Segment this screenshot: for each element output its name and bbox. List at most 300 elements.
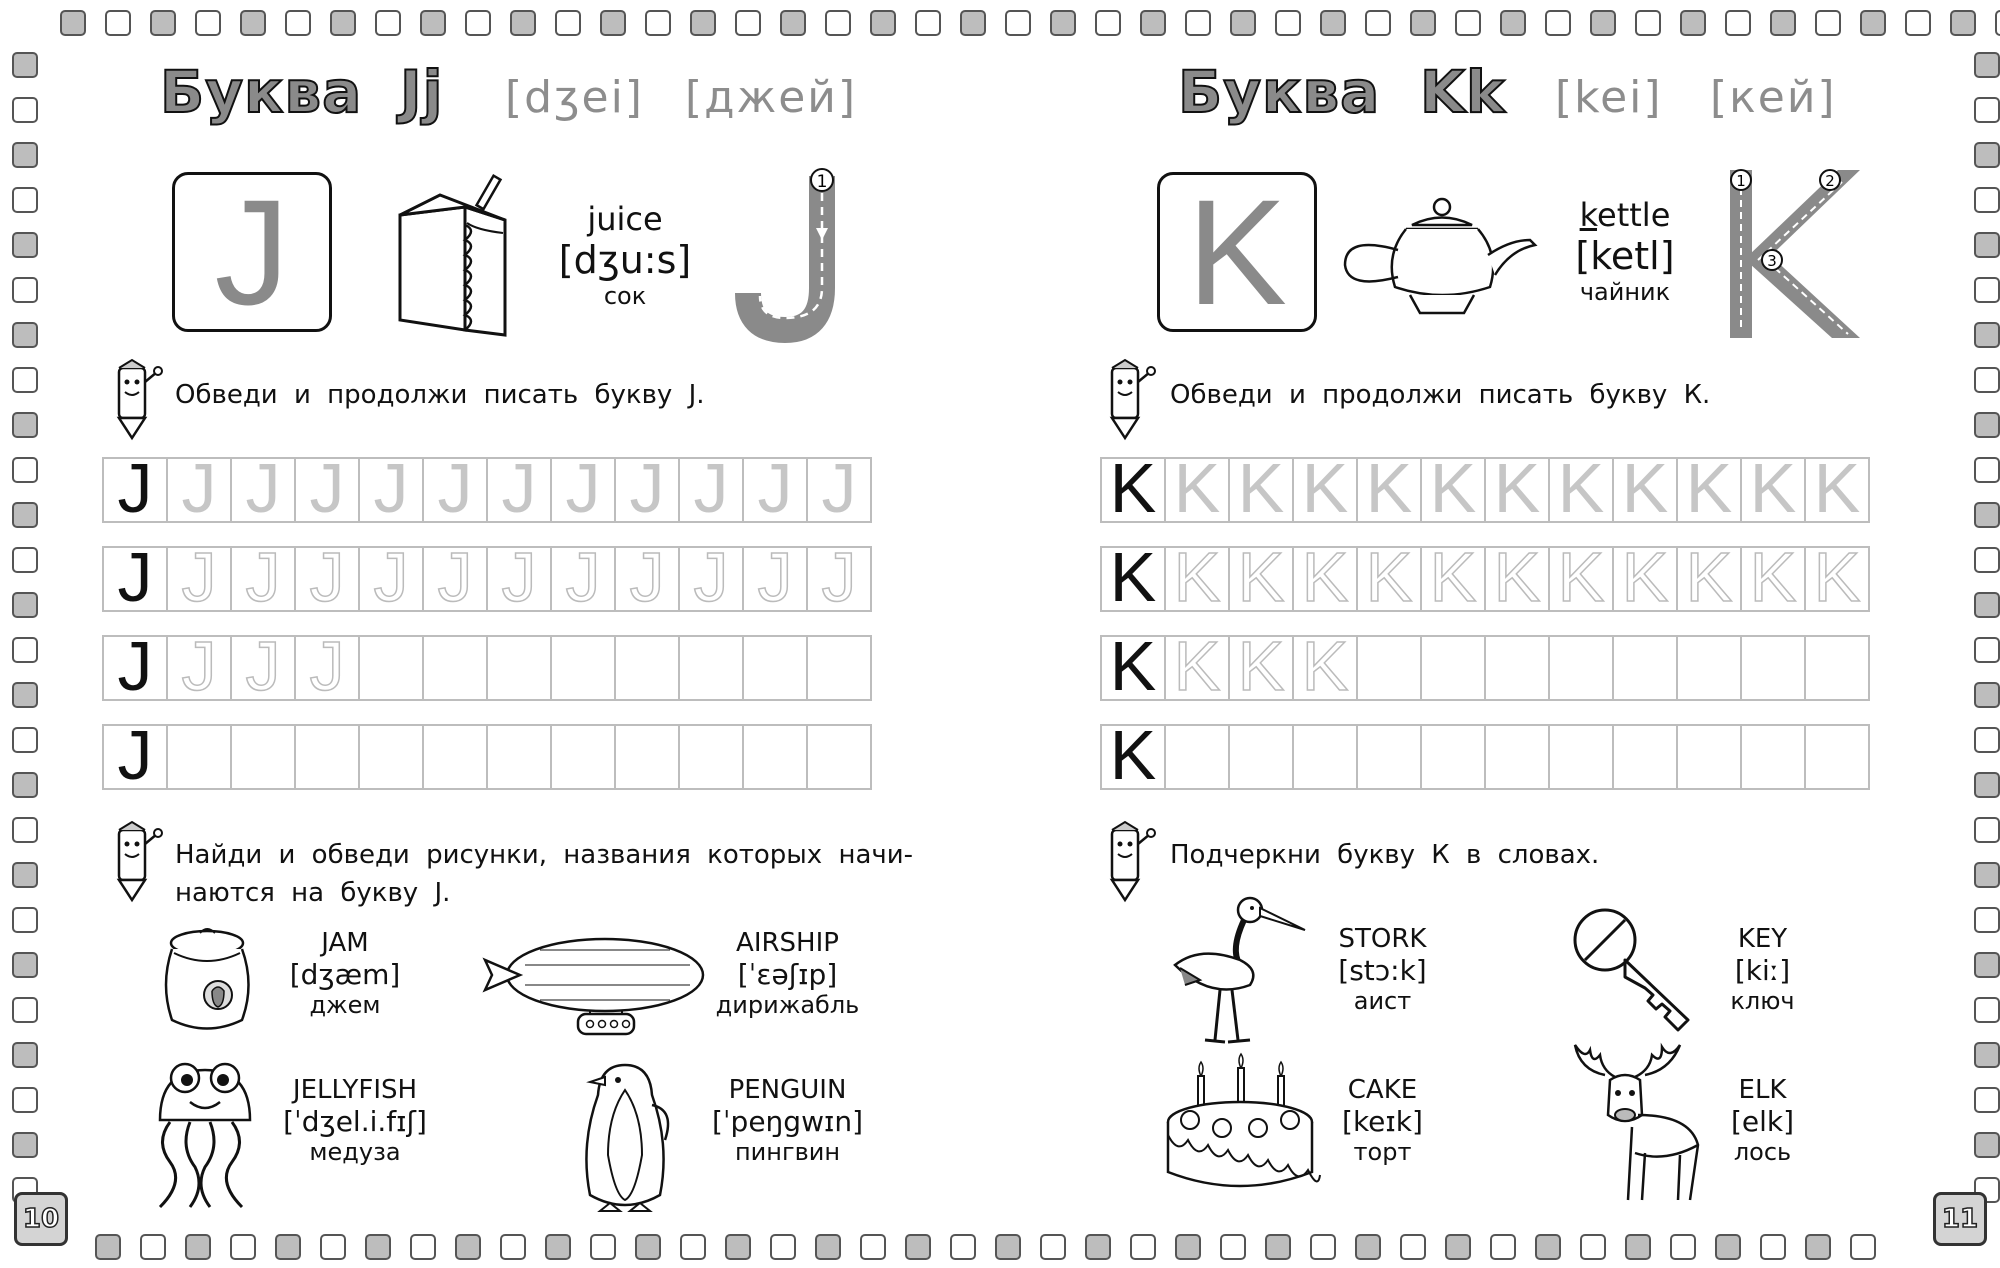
frame-square xyxy=(1455,10,1481,36)
frame-square xyxy=(1545,10,1571,36)
elk-ipa: [elk] xyxy=(1730,1105,1795,1138)
cake-translation: торт xyxy=(1353,1138,1412,1166)
tracing-cell[interactable] xyxy=(742,546,808,612)
tracing-cell[interactable] xyxy=(422,457,488,523)
frame-square xyxy=(1580,1234,1606,1260)
right-instruction-trace: Обведи и продолжи писать букву К. xyxy=(1170,380,1711,410)
frame-square xyxy=(1715,1234,1741,1260)
tracing-letter: K xyxy=(1429,546,1477,612)
tracing-row[interactable] xyxy=(102,546,870,612)
frame-square xyxy=(915,10,941,36)
frame-square xyxy=(1974,457,2000,483)
tracing-cell[interactable] xyxy=(614,635,680,701)
frame-square xyxy=(1974,97,2000,123)
tracing-cell[interactable] xyxy=(230,546,296,612)
tracing-cell[interactable] xyxy=(1740,457,1806,523)
tracing-letter: J xyxy=(181,546,217,612)
tracing-cell[interactable] xyxy=(230,724,296,790)
tracing-row[interactable] xyxy=(1100,635,1868,701)
tracing-cell[interactable] xyxy=(806,457,872,523)
page-number-right: 11 xyxy=(1933,1192,1987,1246)
frame-square xyxy=(410,1234,436,1260)
tracing-cell[interactable] xyxy=(1292,546,1358,612)
tracing-cell[interactable] xyxy=(614,724,680,790)
tracing-cell[interactable] xyxy=(678,724,744,790)
frame-square xyxy=(465,10,491,36)
tracing-cell[interactable] xyxy=(806,546,872,612)
big-letter-box-k xyxy=(1157,168,1317,336)
frame-square xyxy=(1974,232,2000,258)
frame-square xyxy=(1535,1234,1561,1260)
tracing-letter: J xyxy=(117,457,153,523)
frame-square xyxy=(1635,10,1661,36)
frame-square xyxy=(1625,1234,1651,1260)
frame-square xyxy=(815,1234,841,1260)
frame-square xyxy=(1974,862,2000,888)
tracing-cell[interactable] xyxy=(102,457,168,523)
kettle-translation: чайник xyxy=(1579,278,1671,306)
frame-square xyxy=(1230,10,1256,36)
tracing-cell[interactable] xyxy=(422,724,488,790)
picture-label-penguin xyxy=(700,1075,875,1166)
frame-square xyxy=(1974,952,2000,978)
frame-square xyxy=(230,1234,256,1260)
pencil-mascot-icon xyxy=(1098,822,1158,902)
jellyfish-translation: медуза xyxy=(309,1138,401,1166)
tracing-row[interactable] xyxy=(1100,546,1868,612)
big-letter-box-j xyxy=(172,168,332,336)
tracing-cell[interactable] xyxy=(1420,635,1486,701)
tracing-cell[interactable] xyxy=(294,457,360,523)
tracing-cell[interactable] xyxy=(1676,546,1742,612)
tracing-cell[interactable] xyxy=(806,724,872,790)
tracing-cell[interactable] xyxy=(1612,724,1678,790)
tracing-cell[interactable] xyxy=(1612,635,1678,701)
tracing-cell[interactable] xyxy=(1100,635,1166,701)
tracing-cell[interactable] xyxy=(1484,635,1550,701)
frame-square xyxy=(1040,1234,1066,1260)
frame-square xyxy=(375,10,401,36)
tracing-letter: K xyxy=(1749,457,1797,523)
tracing-cell[interactable] xyxy=(1548,546,1614,612)
tracing-cell[interactable] xyxy=(1228,635,1294,701)
picture-label-key xyxy=(1690,924,1835,1015)
frame-square xyxy=(150,10,176,36)
tracing-cell[interactable] xyxy=(1292,724,1358,790)
frame-square xyxy=(1974,1132,2000,1158)
tracing-cell[interactable] xyxy=(166,457,232,523)
tracing-cell[interactable] xyxy=(1548,457,1614,523)
frame-square xyxy=(1185,10,1211,36)
tracing-cell[interactable] xyxy=(678,635,744,701)
frame-square xyxy=(12,952,38,978)
frame-right xyxy=(1968,0,2000,1257)
frame-square xyxy=(1974,817,2000,843)
juice-box-illustration xyxy=(395,185,515,335)
frame-square xyxy=(1085,1234,1111,1260)
frame-square xyxy=(1905,10,1931,36)
frame-square xyxy=(12,412,38,438)
frame-square xyxy=(140,1234,166,1260)
frame-square xyxy=(1974,727,2000,753)
frame-square xyxy=(12,772,38,798)
frame-square xyxy=(12,277,38,303)
tracing-letter: K xyxy=(1109,546,1157,612)
frame-square xyxy=(12,862,38,888)
frame-square xyxy=(12,907,38,933)
tracing-cell[interactable] xyxy=(614,546,680,612)
tracing-cell[interactable] xyxy=(102,635,168,701)
tracing-cell[interactable] xyxy=(486,724,552,790)
frame-square xyxy=(12,727,38,753)
tracing-cell[interactable] xyxy=(1804,457,1870,523)
frame-square xyxy=(1490,1234,1516,1260)
key-ipa: [kiː] xyxy=(1734,954,1791,987)
frame-square xyxy=(1140,10,1166,36)
frame-square xyxy=(1670,1234,1696,1260)
tracing-cell[interactable] xyxy=(1164,724,1230,790)
tracing-cell[interactable] xyxy=(486,546,552,612)
example-word-kettle xyxy=(1545,196,1705,306)
tracing-cell[interactable] xyxy=(1356,724,1422,790)
frame-square xyxy=(995,1234,1021,1260)
tracing-cell[interactable] xyxy=(1420,724,1486,790)
kettle-first-letter: k xyxy=(1579,196,1598,234)
frame-square xyxy=(1974,592,2000,618)
stork-word: STORK xyxy=(1338,924,1427,954)
big-letter-k: K xyxy=(1186,168,1288,336)
tracing-cell[interactable] xyxy=(230,635,296,701)
tracing-cell[interactable] xyxy=(1740,635,1806,701)
key-word: KEY xyxy=(1737,924,1788,954)
frame-bottom xyxy=(0,1228,2000,1268)
penguin-ipa: [ˈpeŋgwɪn] xyxy=(711,1105,864,1138)
tracing-letter: J xyxy=(693,457,729,523)
frame-square xyxy=(1760,1234,1786,1260)
pencil-mascot-icon xyxy=(1098,360,1158,440)
frame-square xyxy=(1770,10,1796,36)
jam-translation: джем xyxy=(309,991,381,1019)
jam-word: JAM xyxy=(321,928,369,958)
right-instruction-underline: Подчеркни букву К в словах. xyxy=(1170,840,1600,870)
frame-top xyxy=(0,4,2000,44)
tracing-letter: K xyxy=(1621,457,1669,523)
frame-square xyxy=(12,637,38,663)
tracing-cell[interactable] xyxy=(1548,724,1614,790)
frame-square xyxy=(60,10,86,36)
frame-square xyxy=(1410,10,1436,36)
frame-square xyxy=(12,457,38,483)
frame-square xyxy=(1974,547,2000,573)
tracing-cell[interactable] xyxy=(358,635,424,701)
tracing-letter: K xyxy=(1813,546,1861,612)
tracing-cell[interactable] xyxy=(742,635,808,701)
picture-label-airship xyxy=(700,928,875,1019)
frame-square xyxy=(680,1234,706,1260)
tracing-letter: K xyxy=(1365,546,1413,612)
tracing-cell[interactable] xyxy=(1484,546,1550,612)
tracing-letter: J xyxy=(245,635,281,701)
left-transcription-ru: [джей] xyxy=(685,72,858,123)
tracing-cell[interactable] xyxy=(1484,724,1550,790)
frame-square xyxy=(1275,10,1301,36)
right-page-letter: Kk xyxy=(1420,58,1506,126)
frame-square xyxy=(870,10,896,36)
stroke-guide-j xyxy=(730,168,850,348)
tracing-letter: J xyxy=(757,457,793,523)
tracing-cell[interactable] xyxy=(1804,546,1870,612)
tracing-letter: J xyxy=(629,457,665,523)
tracing-letter: K xyxy=(1493,546,1541,612)
tracing-cell[interactable] xyxy=(550,724,616,790)
tracing-row[interactable] xyxy=(1100,457,1868,523)
tracing-cell[interactable] xyxy=(358,546,424,612)
k-stroke-number-1: 1 xyxy=(1736,172,1746,190)
elk-translation: лось xyxy=(1733,1138,1792,1166)
tracing-cell[interactable] xyxy=(614,457,680,523)
tracing-cell[interactable] xyxy=(166,635,232,701)
frame-square xyxy=(1974,412,2000,438)
picture-label-stork xyxy=(1310,924,1455,1015)
tracing-cell[interactable] xyxy=(358,457,424,523)
tracing-cell[interactable] xyxy=(742,457,808,523)
tracing-cell[interactable] xyxy=(358,724,424,790)
frame-square xyxy=(1974,907,2000,933)
frame-square xyxy=(1725,10,1751,36)
tracing-letter: J xyxy=(117,546,153,612)
tracing-letter: K xyxy=(1749,546,1797,612)
tracing-cell[interactable] xyxy=(294,546,360,612)
tracing-cell[interactable] xyxy=(230,457,296,523)
frame-square xyxy=(1974,1087,2000,1113)
frame-square xyxy=(285,10,311,36)
frame-square xyxy=(500,1234,526,1260)
frame-square xyxy=(12,187,38,213)
tracing-cell[interactable] xyxy=(1804,635,1870,701)
frame-square xyxy=(1175,1234,1201,1260)
frame-square xyxy=(1974,1042,2000,1068)
tracing-cell[interactable] xyxy=(166,546,232,612)
tracing-cell[interactable] xyxy=(1676,457,1742,523)
tracing-letter: K xyxy=(1557,457,1605,523)
tracing-letter: J xyxy=(373,457,409,523)
tracing-cell[interactable] xyxy=(1676,724,1742,790)
tracing-letter: J xyxy=(437,546,473,612)
tracing-cell[interactable] xyxy=(102,546,168,612)
juice-rest: uice xyxy=(596,200,663,238)
tracing-cell[interactable] xyxy=(1612,546,1678,612)
tracing-cell[interactable] xyxy=(294,724,360,790)
tracing-letter: J xyxy=(309,546,345,612)
tracing-cell[interactable] xyxy=(1740,724,1806,790)
frame-left xyxy=(6,0,46,1257)
j-stroke-number-1: 1 xyxy=(816,172,828,192)
frame-square xyxy=(12,502,38,528)
frame-square xyxy=(780,10,806,36)
frame-square xyxy=(905,1234,931,1260)
tracing-letter: J xyxy=(245,457,281,523)
tracing-letter: K xyxy=(1493,457,1541,523)
frame-square xyxy=(1850,1234,1876,1260)
tracing-cell[interactable] xyxy=(1292,457,1358,523)
tracing-cell[interactable] xyxy=(1228,724,1294,790)
frame-square xyxy=(12,322,38,348)
frame-square xyxy=(1974,322,2000,348)
tracing-cell[interactable] xyxy=(1164,635,1230,701)
left-instruction-trace: Обведи и продолжи писать букву J. xyxy=(175,380,705,410)
tracing-letter: K xyxy=(1237,546,1285,612)
frame-square xyxy=(12,52,38,78)
tracing-letter: K xyxy=(1109,457,1157,523)
tracing-cell[interactable] xyxy=(1612,457,1678,523)
tracing-cell[interactable] xyxy=(486,457,552,523)
frame-square xyxy=(455,1234,481,1260)
tracing-cell[interactable] xyxy=(1676,635,1742,701)
airship-ipa: [ˈɛəʃɪp] xyxy=(737,958,838,991)
tracing-letter: J xyxy=(565,546,601,612)
tracing-cell[interactable] xyxy=(1100,457,1166,523)
frame-square xyxy=(635,1234,661,1260)
tracing-cell[interactable] xyxy=(550,635,616,701)
tracing-letter: J xyxy=(437,457,473,523)
jam-ipa: [dʒæm] xyxy=(289,958,401,991)
tracing-row[interactable] xyxy=(102,457,870,523)
stork-ipa: [stɔ:k] xyxy=(1338,954,1427,987)
tracing-cell[interactable] xyxy=(1420,546,1486,612)
frame-square xyxy=(1974,52,2000,78)
kettle-rest: ettle xyxy=(1597,196,1671,234)
tracing-letter: K xyxy=(1237,457,1285,523)
tracing-letter: K xyxy=(1301,635,1349,701)
tracing-letter: J xyxy=(565,457,601,523)
frame-square xyxy=(1005,10,1031,36)
tracing-letter: K xyxy=(1557,546,1605,612)
tracing-cell[interactable] xyxy=(1100,546,1166,612)
tracing-letter: K xyxy=(1429,457,1477,523)
tracing-cell[interactable] xyxy=(550,546,616,612)
tracing-letter: K xyxy=(1109,724,1157,790)
tracing-cell[interactable] xyxy=(1164,546,1230,612)
frame-square xyxy=(1974,277,2000,303)
tracing-cell[interactable] xyxy=(1228,457,1294,523)
tracing-cell[interactable] xyxy=(1740,546,1806,612)
left-transcription: [dʒei] xyxy=(505,72,644,123)
frame-square xyxy=(1130,1234,1156,1260)
frame-square xyxy=(12,1042,38,1068)
tracing-letter: K xyxy=(1109,635,1157,701)
tracing-cell[interactable] xyxy=(1356,546,1422,612)
frame-square xyxy=(275,1234,301,1260)
tracing-cell[interactable] xyxy=(102,724,168,790)
frame-square xyxy=(365,1234,391,1260)
tracing-cell[interactable] xyxy=(1356,457,1422,523)
frame-square xyxy=(185,1234,211,1260)
tracing-cell[interactable] xyxy=(1484,457,1550,523)
tracing-cell[interactable] xyxy=(742,724,808,790)
cake-ipa: [keɪk] xyxy=(1342,1105,1423,1138)
tracing-cell[interactable] xyxy=(678,457,744,523)
frame-square xyxy=(725,1234,751,1260)
frame-square xyxy=(960,10,986,36)
penguin-illustration xyxy=(570,1055,680,1215)
elk-word: ELK xyxy=(1738,1075,1787,1105)
tracing-cell[interactable] xyxy=(1292,635,1358,701)
pencil-mascot-icon xyxy=(105,822,165,902)
frame-square xyxy=(1974,502,2000,528)
airship-illustration xyxy=(480,930,710,1040)
tracing-letter: J xyxy=(501,457,537,523)
tracing-cell[interactable] xyxy=(294,635,360,701)
big-letter-j: J xyxy=(214,168,290,336)
frame-square xyxy=(330,10,356,36)
right-transcription-ru: [кей] xyxy=(1710,72,1837,123)
frame-square xyxy=(12,547,38,573)
tracing-cell[interactable] xyxy=(550,457,616,523)
tracing-cell[interactable] xyxy=(1356,635,1422,701)
tracing-letter: K xyxy=(1685,457,1733,523)
tracing-letter: K xyxy=(1621,546,1669,612)
juice-ipa: [dʒu:s] xyxy=(558,238,692,282)
tracing-cell[interactable] xyxy=(1804,724,1870,790)
tracing-cell[interactable] xyxy=(422,546,488,612)
tracing-cell[interactable] xyxy=(1100,724,1166,790)
page-number-left: 10 xyxy=(14,1192,68,1246)
tracing-letter: J xyxy=(181,457,217,523)
tracing-cell[interactable] xyxy=(1548,635,1614,701)
tracing-row[interactable] xyxy=(102,635,870,701)
tracing-cell[interactable] xyxy=(486,635,552,701)
frame-square xyxy=(1050,10,1076,36)
frame-square xyxy=(12,1087,38,1113)
picture-label-cake xyxy=(1310,1075,1455,1166)
frame-square xyxy=(12,367,38,393)
left-page-title: Буква xyxy=(160,58,363,126)
tracing-cell[interactable] xyxy=(1164,457,1230,523)
jellyfish-ipa: [ˈdʒel.i.fɪʃ] xyxy=(283,1105,427,1138)
tracing-row[interactable] xyxy=(102,724,870,790)
frame-square xyxy=(1805,1234,1831,1260)
frame-square xyxy=(1400,1234,1426,1260)
frame-square xyxy=(1974,367,2000,393)
frame-square xyxy=(1355,1234,1381,1260)
tracing-row[interactable] xyxy=(1100,724,1868,790)
tracing-cell[interactable] xyxy=(166,724,232,790)
frame-square xyxy=(12,997,38,1023)
airship-word: AIRSHIP xyxy=(736,928,839,958)
tracing-letter: J xyxy=(501,546,537,612)
cake-word: CAKE xyxy=(1347,1075,1418,1105)
frame-square xyxy=(95,1234,121,1260)
elk-illustration xyxy=(1570,1035,1710,1205)
tracing-letter: J xyxy=(181,635,217,701)
frame-square xyxy=(825,10,851,36)
tracing-cell[interactable] xyxy=(1228,546,1294,612)
tracing-cell[interactable] xyxy=(678,546,744,612)
frame-square xyxy=(545,1234,571,1260)
example-word-juice xyxy=(545,200,705,310)
frame-square xyxy=(690,10,716,36)
frame-square xyxy=(950,1234,976,1260)
tracing-letter: K xyxy=(1301,546,1349,612)
frame-square xyxy=(510,10,536,36)
tracing-cell[interactable] xyxy=(1420,457,1486,523)
tracing-cell[interactable] xyxy=(422,635,488,701)
frame-square xyxy=(590,1234,616,1260)
tracing-letter: J xyxy=(117,635,153,701)
cake-illustration xyxy=(1160,1060,1320,1200)
penguin-word: PENGUIN xyxy=(728,1075,847,1105)
tracing-cell[interactable] xyxy=(806,635,872,701)
